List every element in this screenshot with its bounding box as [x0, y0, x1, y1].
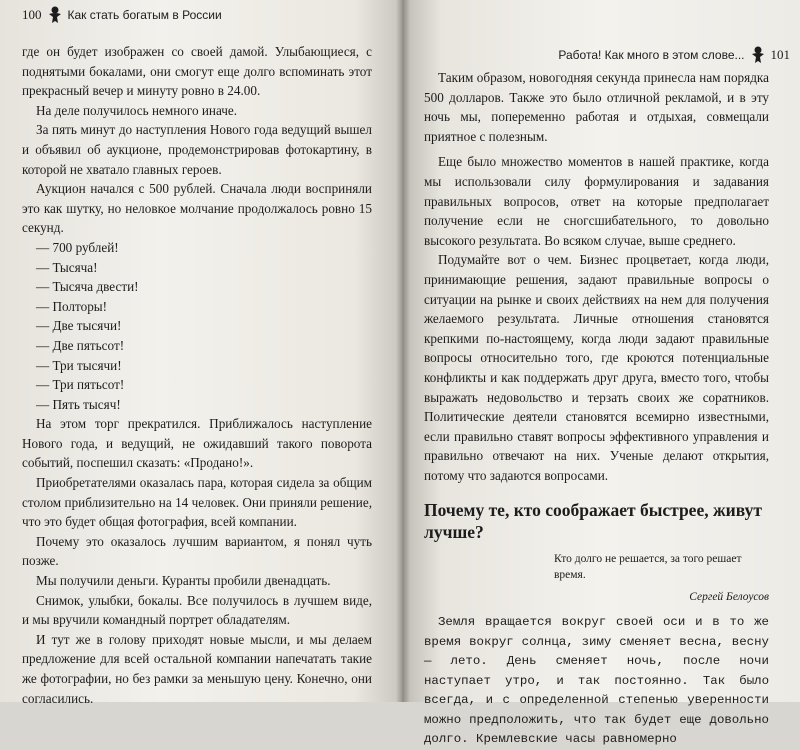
paragraph: Аукцион начался с 500 рублей. Сначала люди восприняли это как шутку, но неловкое молчание продолжалось ровно 15 секунд. — [22, 181, 372, 236]
right-page-number: 101 — [770, 47, 790, 62]
paragraph: Еще было множество моментов в нашей практике, когда мы использовали силу формулирования и задавания правильных вопросов, ответ на которые предполагает получение если не сногсшибательного, то довольно высокого результата. Во всяком случае, выше среднего. — [424, 154, 769, 248]
epigraph-quote: Кто долго не решается, за того решает время. — [554, 553, 742, 582]
paragraph: На деле получилось немного иначе. — [36, 102, 238, 118]
bid-line: — Три тысячи! — [36, 357, 122, 373]
person-logo-icon — [751, 46, 765, 64]
bid-line: — Тысяча двести! — [36, 279, 139, 295]
paragraph: Приобретателями оказалась пара, которая сидела за общим столом приблизительно на 14 человек. Они приняли решение, что это будет общая фотография, всей компании. — [22, 475, 372, 530]
right-header-title: Работа! Как много в этом слове... — [558, 48, 745, 62]
paragraph: На этом торг прекратился. Приближалось наступление Нового года, и ведущий, не ожидавший такого поворота событий, поспешил сказать: «Продано!». — [22, 416, 372, 471]
paragraph: И тут же в голову приходят новые мысли, и мы делаем предложение для всей остальной компании напечатать такие же фотографии, но без рамки за меньшую цену. Конечно, они согласились. — [22, 631, 372, 706]
paragraph: Мы получили деньги. Куранты пробили двенадцать. — [36, 573, 331, 589]
bid-line: — Две пятьсот! — [36, 337, 125, 353]
left-running-header — [22, 6, 222, 24]
section-heading: Почему те, кто соображает быстрее, живут лучше? — [424, 500, 762, 543]
bid-line: — Пять тысяч! — [36, 396, 121, 412]
epigraph-author: Сергей Белоусов — [689, 591, 769, 604]
paragraph: За пять минут до наступления Нового года ведущий вышел и объявил об аукционе, продемонстрировав фотокартину, в которой не хватало главных героев. — [22, 122, 372, 177]
bid-line: — Тысяча! — [36, 259, 98, 275]
left-page-number: 100 — [22, 7, 42, 22]
paragraph: Почему это оказалось лучшим вариантом, я понял чуть позже. — [22, 533, 372, 569]
section-body — [424, 613, 769, 750]
epigraph — [554, 551, 769, 605]
right-running-header — [558, 46, 790, 64]
right-page — [402, 0, 800, 747]
paragraph: Снимок, улыбки, бокалы. Все получилось в лучшем виде, и мы вручили командный портрет обладателям. — [22, 592, 372, 628]
bid-line: — Полторы! — [36, 298, 108, 314]
paragraph: Таким образом, новогодняя секунда принесла нам порядка 500 долларов. Также это было отличной рекламой, и в эту ночь мы, попеременно работая и отдыхая, совмещали приятное с полезным. — [424, 70, 769, 144]
bid-line: — 700 рублей! — [36, 239, 119, 255]
bid-line: — Три пятьсот! — [36, 377, 125, 393]
right-page-text — [424, 68, 769, 750]
book-gutter — [396, 0, 410, 702]
paragraph: Подумайте вот о чем. Бизнес процветает, когда люди, принимающие решения, задают правильные вопросы о ситуации на рынке и своих действиях на нем для получения желаемого результата. Личные отношения становятся крепкими по-настоящему, когда люди задают правильные вопросы относительно того, где кроются потенциальные конфликты и как поддержать друг друга, вместо того, чтобы выражать недовольство и терзать своих же соратников. Политические деятели становятся всемирно известными, если правильно ставят вопросы эффективного управления и правильно отвечают на них. Ученые делают открытия, потому что задаются вопросами. — [424, 252, 769, 483]
left-page — [0, 0, 402, 706]
bid-line: — Две тысячи! — [36, 318, 122, 334]
paragraph: Земля вращается вокруг своей оси и в то же время вокруг солнца, зиму сменяет весна, весну — лето. День сменяет ночь, после ночи наступает утро, и так постоянно. Так было всегда, и с определенной степенью уверенности можно предположить, что так будет еще довольно долго. Кремлевские часы равномерно — [424, 615, 769, 747]
left-header-title: Как стать богатым в России — [67, 8, 222, 22]
person-logo-icon — [48, 6, 62, 24]
paragraph: где он будет изображен со своей дамой. Улыбающиеся, с поднятыми бокалами, они смогут еще долго вспоминать этот прекрасный вечер и минуту ровно в 24.00. — [22, 44, 372, 99]
left-page-text — [22, 42, 372, 708]
